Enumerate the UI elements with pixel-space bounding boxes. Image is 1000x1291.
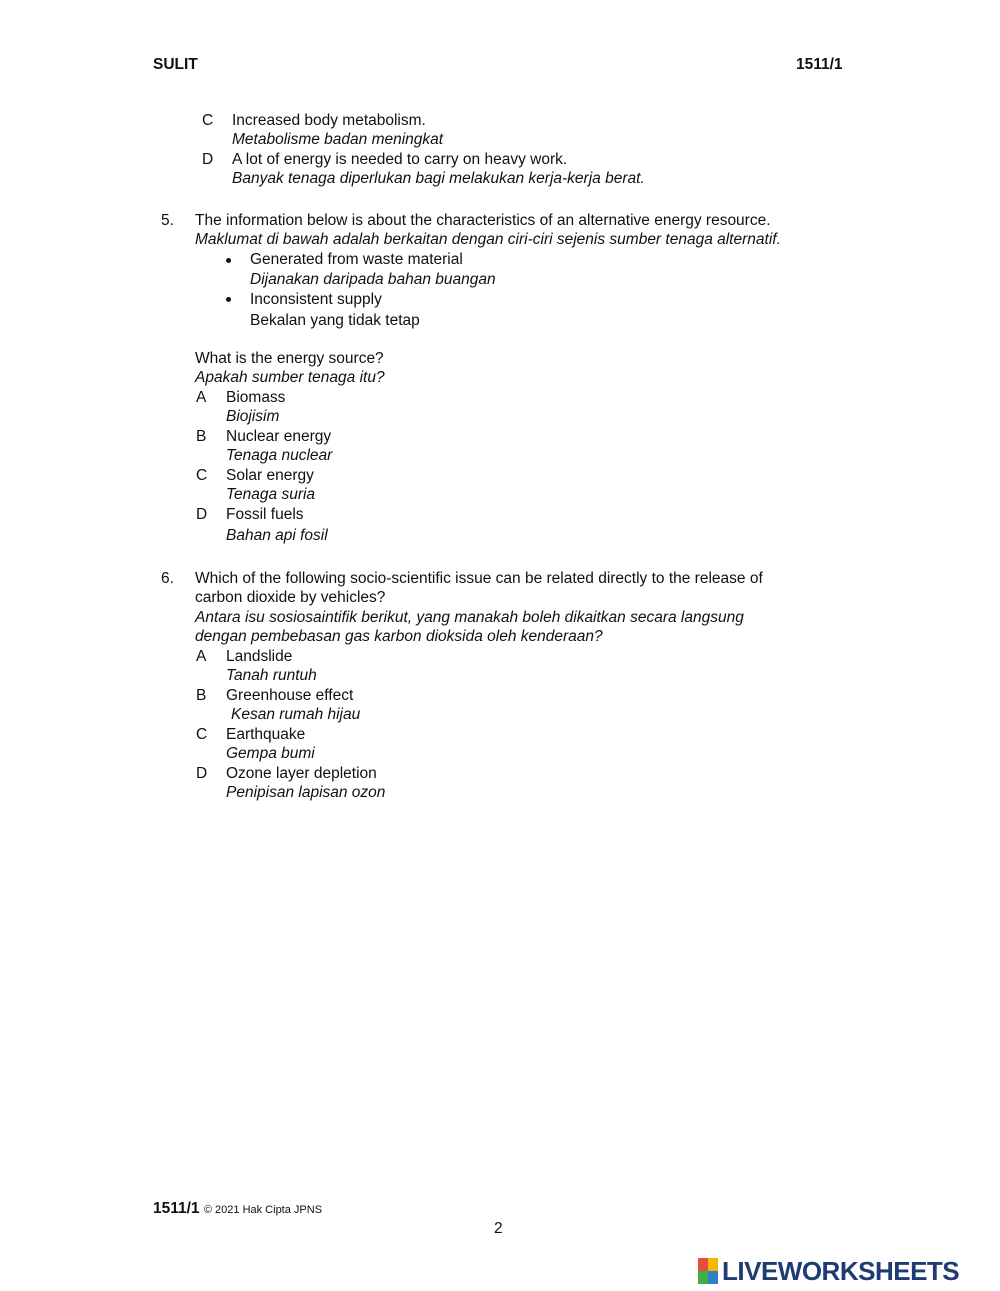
option-text-en: Solar energy [226, 467, 314, 484]
footer-code: 1511/1 [153, 1200, 200, 1217]
option-text-en: Greenhouse effect [226, 687, 354, 704]
bullet-dot-icon [226, 297, 231, 302]
question-number: 6. [161, 570, 174, 587]
bullet-text-en: Inconsistent supply [250, 291, 382, 308]
option-text-en: Ozone layer depletion [226, 765, 377, 782]
logo-tile [698, 1271, 708, 1284]
bullet-dot-icon [226, 258, 231, 263]
option-text-ms: Biojisim [226, 408, 280, 425]
option-text-en: A lot of energy is needed to carry on heavy work. [232, 151, 568, 168]
option-text-en: Increased body metabolism. [232, 112, 426, 129]
option-text-ms: Gempa bumi [226, 745, 315, 762]
question-stem-en-line2: carbon dioxide by vehicles? [195, 589, 386, 606]
question-prompt-ms: Apakah sumber tenaga itu? [195, 369, 385, 386]
question-stem-en: The information below is about the characteristics of an alternative energy resource. [195, 212, 771, 229]
option-text-en: Fossil fuels [226, 506, 304, 523]
footer-copyright-text: © 2021 Hak Cipta JPNS [203, 1204, 323, 1216]
option-text-ms: Tenaga nuclear [226, 447, 333, 464]
question-stem-ms-line1: Antara isu sosiosaintifik berikut, yang manakah boleh dikaitkan secara langsung [195, 609, 744, 626]
option-letter: D [196, 765, 208, 782]
footer-copyright [153, 1199, 322, 1220]
question-stem-ms: Maklumat di bawah adalah berkaitan dengan ciri-ciri sejenis sumber tenaga alternatif. [195, 231, 781, 248]
option-text-en: Nuclear energy [226, 428, 332, 445]
question-stem-ms-line2: dengan pembebasan gas karbon dioksida oleh kenderaan? [195, 628, 603, 645]
option-letter: B [196, 428, 207, 445]
bullet-text-en: Generated from waste material [250, 251, 463, 268]
liveworksheets-icon [698, 1258, 718, 1284]
option-text-en: Earthquake [226, 726, 306, 743]
option-letter: C [196, 467, 208, 484]
option-text-ms: Bahan api fosil [226, 527, 328, 544]
option-text-ms: Banyak tenaga diperlukan bagi melakukan kerja-kerja berat. [232, 170, 645, 187]
option-text-ms: Penipisan lapisan ozon [226, 784, 386, 801]
option-text-en: Biomass [226, 389, 286, 406]
header-left: SULIT [153, 56, 198, 73]
liveworksheets-wordmark: LIVEWORKSHEETS [722, 1256, 960, 1286]
option-letter: D [196, 506, 208, 523]
liveworksheets-logo[interactable] [698, 1257, 959, 1285]
bullet-text-ms: Dijanakan daripada bahan buangan [250, 271, 496, 288]
option-letter: C [196, 726, 208, 743]
option-text-ms: Tanah runtuh [226, 667, 317, 684]
question-number: 5. [161, 212, 174, 229]
question-prompt-en: What is the energy source? [195, 350, 384, 367]
page-number: 2 [494, 1220, 503, 1237]
option-letter: C [202, 112, 214, 129]
logo-tile [708, 1258, 718, 1271]
header-right: 1511/1 [796, 56, 843, 73]
logo-tile [698, 1258, 708, 1271]
option-text-ms: Tenaga suria [226, 486, 316, 503]
option-text-en: Landslide [226, 648, 293, 665]
option-letter: B [196, 687, 207, 704]
option-text-ms: Kesan rumah hijau [231, 706, 361, 723]
option-letter: A [196, 648, 207, 665]
option-letter: A [196, 389, 207, 406]
question-stem-en-line1: Which of the following socio-scientific issue can be related directly to the release of [195, 570, 763, 587]
logo-tile [708, 1271, 718, 1284]
option-letter: D [202, 151, 214, 168]
option-text-ms: Metabolisme badan meningkat [232, 131, 444, 148]
bullet-text-ms: Bekalan yang tidak tetap [250, 312, 420, 329]
